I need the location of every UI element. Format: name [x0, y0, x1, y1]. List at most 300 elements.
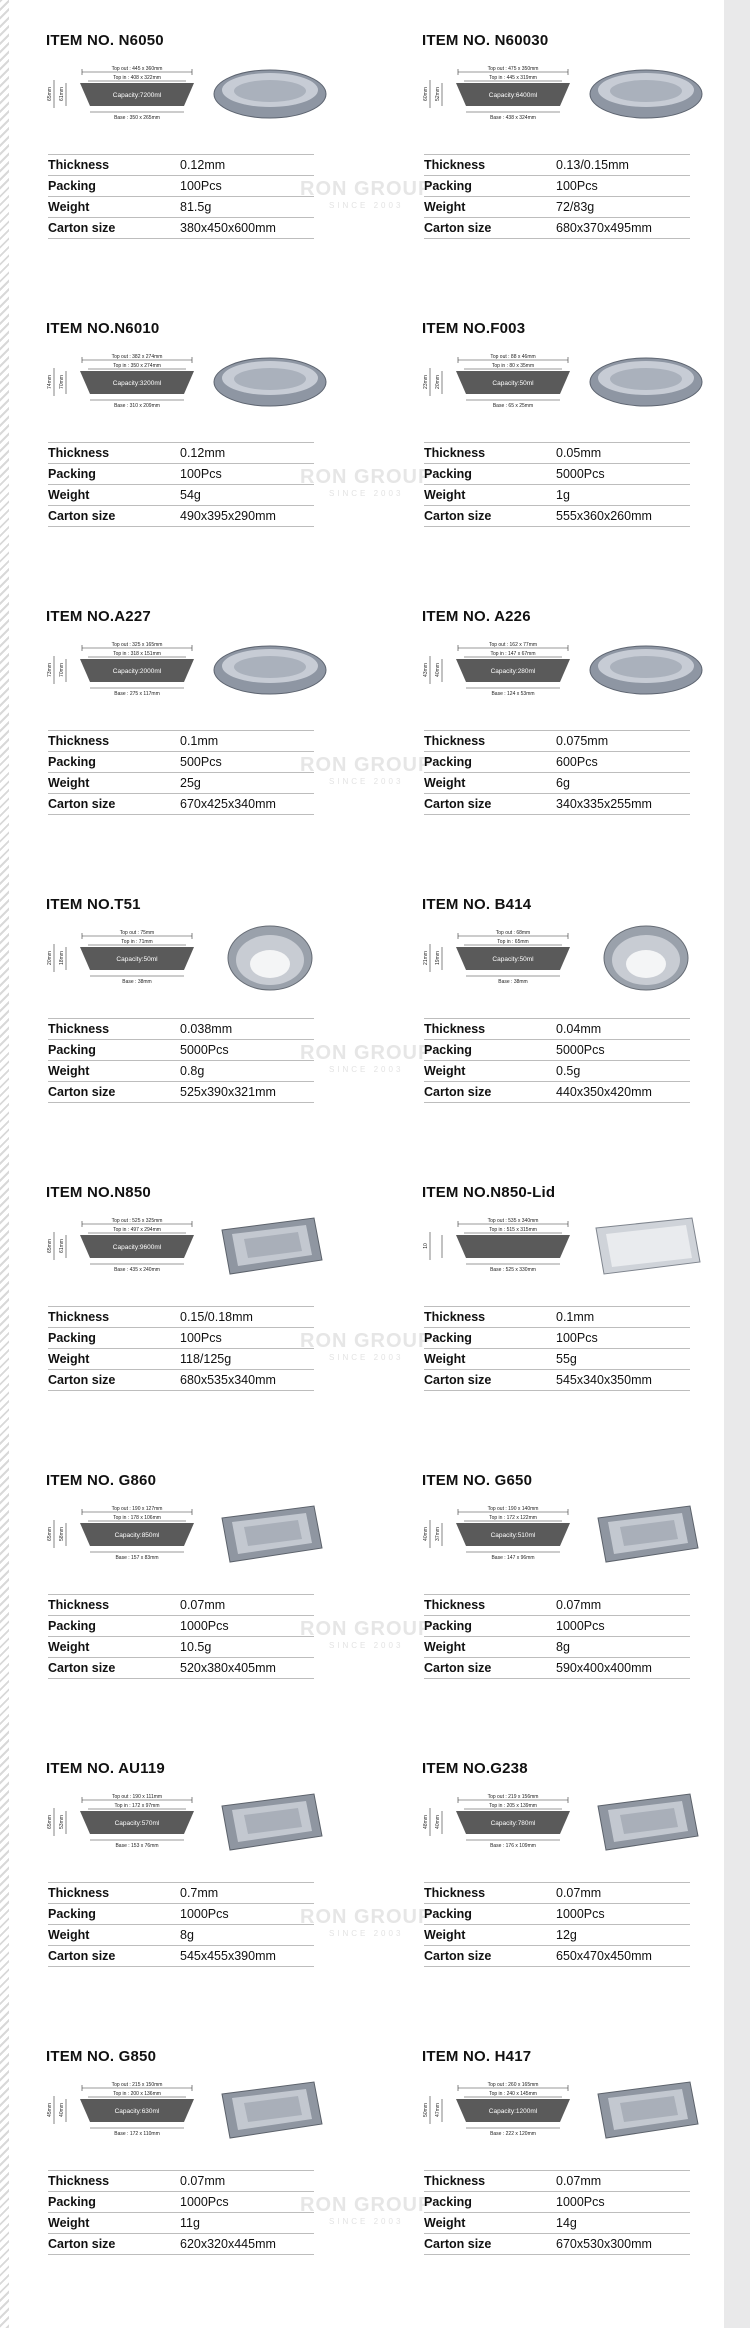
- spec-row-weight: [424, 773, 690, 794]
- spec-table: [424, 1018, 690, 1103]
- spec-value: 0.07mm: [180, 1598, 226, 1612]
- spec-row-packing: [48, 464, 314, 485]
- spec-label: Carton size: [424, 1949, 492, 1963]
- spec-label: Thickness: [48, 2174, 110, 2188]
- top-in-dimension: Top in : 147 x 67mm: [490, 651, 536, 657]
- spec-value: 0.5g: [556, 1064, 581, 1078]
- tray-illustration: [586, 2074, 706, 2144]
- spec-value: 1000Pcs: [180, 2195, 229, 2209]
- watermark-since: SINCE 2003: [328, 2217, 404, 2226]
- spec-label: Packing: [48, 1619, 96, 1633]
- spec-row-weight: [424, 485, 690, 506]
- spec-label: Carton size: [48, 221, 116, 235]
- dimension-diagram: [418, 642, 588, 708]
- spec-row-carton: [424, 1370, 690, 1391]
- spec-value: 490x395x290mm: [180, 509, 276, 523]
- spec-label: Thickness: [48, 1310, 110, 1324]
- height-outer: 65mm: [47, 87, 53, 101]
- spec-label: Packing: [424, 1043, 472, 1057]
- watermark-since: SINCE 2003: [328, 1353, 404, 1362]
- spec-table: [48, 730, 314, 815]
- spec-row-weight: [424, 1349, 690, 1370]
- product-catalog-grid: [38, 18, 718, 2322]
- spec-label: Thickness: [48, 734, 110, 748]
- watermark-since: SINCE 2003: [328, 1641, 404, 1650]
- base-dimension: Base : 157 x 83mm: [115, 1555, 159, 1561]
- top-out-dimension: Top out : 162 x 77mm: [488, 642, 538, 648]
- spec-value: 100Pcs: [180, 179, 222, 193]
- spec-label: Carton size: [48, 1085, 116, 1099]
- dimension-diagram: [418, 66, 588, 132]
- top-in-dimension: Top in : 318 x 151mm: [113, 651, 161, 657]
- watermark-since: SINCE 2003: [328, 489, 404, 498]
- spec-value: 0.038mm: [180, 1022, 233, 1036]
- spec-value: 340x335x255mm: [556, 797, 652, 811]
- tray-illustration: [210, 346, 330, 416]
- item-title: ITEM NO. N6050: [46, 32, 164, 49]
- spec-value: 25g: [180, 776, 201, 790]
- spec-row-carton: [48, 506, 314, 527]
- dimension-diagram: [42, 2082, 212, 2148]
- spec-row-packing: [48, 176, 314, 197]
- spec-label: Packing: [48, 179, 96, 193]
- height-inner: 61mm: [59, 1239, 65, 1253]
- height-outer: 60mm: [423, 87, 429, 101]
- spec-label: Carton size: [424, 1085, 492, 1099]
- product-card-7: [38, 882, 414, 1170]
- spec-value: 0.04mm: [556, 1022, 602, 1036]
- item-title: ITEM NO. G860: [46, 1472, 157, 1489]
- base-dimension: Base : 525 x 330mm: [490, 1267, 536, 1273]
- height-inner: 18mm: [59, 951, 65, 965]
- spec-label: Packing: [424, 179, 472, 193]
- spec-label: Thickness: [48, 1022, 110, 1036]
- tray-illustration: [210, 58, 330, 128]
- top-in-dimension: Top in : 200 x 136mm: [113, 2091, 161, 2097]
- spec-table: [48, 1018, 314, 1103]
- spec-table: [424, 442, 690, 527]
- right-margin-band: [724, 0, 750, 2328]
- spec-table: [424, 730, 690, 815]
- spec-row-weight: [48, 197, 314, 218]
- spec-row-packing: [48, 1904, 314, 1925]
- spec-value: 0.07mm: [556, 2174, 602, 2188]
- capacity-label: Capacity:50ml: [492, 956, 534, 963]
- spec-label: Weight: [424, 2216, 466, 2230]
- spec-row-packing: [424, 464, 690, 485]
- spec-label: Carton size: [424, 797, 492, 811]
- spec-row-packing: [424, 1904, 690, 1925]
- height-inner: 37mm: [435, 1527, 441, 1541]
- spec-row-packing: [424, 1328, 690, 1349]
- spec-label: Weight: [48, 1352, 90, 1366]
- height-inner: 40mm: [59, 2103, 65, 2117]
- top-out-dimension: Top out : 445 x 360mm: [111, 66, 163, 72]
- spec-value: 5000Pcs: [556, 467, 605, 481]
- tray-illustration: [586, 1498, 706, 1568]
- spec-label: Weight: [48, 200, 90, 214]
- spec-row-thickness: [48, 1595, 314, 1616]
- height-outer: 48mm: [423, 1815, 429, 1829]
- spec-row-packing: [424, 1040, 690, 1061]
- spec-label: Weight: [48, 1064, 90, 1078]
- spec-value: 650x470x450mm: [556, 1949, 652, 1963]
- spec-label: Weight: [48, 776, 90, 790]
- spec-label: Packing: [48, 755, 96, 769]
- spec-value: 100Pcs: [180, 1331, 222, 1345]
- item-title: ITEM NO.N850-Lid: [422, 1184, 556, 1201]
- spec-value: 72/83g: [556, 200, 595, 214]
- spec-row-carton: [48, 1082, 314, 1103]
- dimension-diagram: [42, 354, 212, 420]
- top-in-dimension: Top in : 172 x 97mm: [114, 1803, 160, 1809]
- height-inner: 70mm: [59, 375, 65, 389]
- watermark-brand: RON GROUP: [300, 178, 433, 200]
- spec-row-carton: [424, 1082, 690, 1103]
- height-inner: 58mm: [59, 1527, 65, 1541]
- spec-row-thickness: [48, 1019, 314, 1040]
- spec-label: Thickness: [424, 1022, 486, 1036]
- product-card-16: [414, 2034, 718, 2322]
- spec-value: 0.1mm: [556, 1310, 595, 1324]
- spec-label: Packing: [424, 1619, 472, 1633]
- spec-label: Weight: [424, 200, 466, 214]
- product-card-1: [38, 18, 414, 306]
- height-outer: 50mm: [423, 2103, 429, 2117]
- top-out-dimension: Top out : 535 x 340mm: [487, 1218, 539, 1224]
- spec-label: Thickness: [424, 158, 486, 172]
- spec-row-weight: [424, 2213, 690, 2234]
- capacity-label: Capacity:7200ml: [112, 92, 162, 99]
- tray-illustration: [210, 1498, 330, 1568]
- spec-row-weight: [48, 2213, 314, 2234]
- item-title: ITEM NO. N60030: [422, 32, 549, 49]
- dimension-diagram: [418, 1218, 588, 1284]
- top-out-dimension: Top out : 190 x 111mm: [111, 1794, 163, 1800]
- watermark-since: SINCE 2003: [328, 201, 404, 210]
- product-card-15: [38, 2034, 414, 2322]
- spec-value: 440x350x420mm: [556, 1085, 652, 1099]
- capacity-label: Capacity:2000ml: [112, 668, 162, 675]
- product-card-12: [414, 1458, 718, 1746]
- height-outer: 73mm: [47, 663, 53, 677]
- spec-label: Packing: [424, 755, 472, 769]
- item-title: ITEM NO. H417: [422, 2048, 532, 2065]
- spec-value: 0.12mm: [180, 446, 226, 460]
- spec-label: Packing: [424, 2195, 472, 2209]
- tray-illustration: [586, 1786, 706, 1856]
- spec-table: [48, 2170, 314, 2255]
- spec-value: 670x425x340mm: [180, 797, 276, 811]
- dimension-diagram: [42, 930, 212, 996]
- spec-value: 100Pcs: [180, 467, 222, 481]
- spec-label: Weight: [424, 1064, 466, 1078]
- spec-row-thickness: [48, 731, 314, 752]
- spec-label: Carton size: [48, 1373, 116, 1387]
- spec-value: 100Pcs: [556, 179, 598, 193]
- tray-illustration: [210, 634, 330, 704]
- product-card-4: [414, 306, 718, 594]
- watermark-brand: RON GROUP: [300, 466, 433, 488]
- top-out-dimension: Top out : 525 x 325mm: [111, 1218, 163, 1224]
- height-outer: 45mm: [47, 2103, 53, 2117]
- spec-row-thickness: [48, 443, 314, 464]
- spec-row-carton: [424, 1658, 690, 1679]
- base-dimension: Base : 350 x 265mm: [114, 115, 160, 121]
- dimension-diagram: [418, 1506, 588, 1572]
- spec-value: 600Pcs: [556, 755, 598, 769]
- spec-row-weight: [48, 485, 314, 506]
- spec-row-thickness: [424, 1019, 690, 1040]
- spec-label: Carton size: [424, 1661, 492, 1675]
- top-out-dimension: Top out : 190 x 127mm: [111, 1506, 163, 1512]
- item-title: ITEM NO.F003: [422, 320, 526, 337]
- spec-label: Carton size: [48, 2237, 116, 2251]
- spec-row-thickness: [48, 1883, 314, 1904]
- watermark-brand: RON GROUP: [300, 1042, 433, 1064]
- spec-label: Packing: [48, 1043, 96, 1057]
- tray-illustration: [586, 634, 706, 704]
- tray-illustration: [210, 922, 330, 992]
- spec-row-carton: [48, 1946, 314, 1967]
- base-dimension: Base : 275 x 117mm: [114, 691, 160, 697]
- spec-label: Carton size: [48, 509, 116, 523]
- watermark-brand: RON GROUP: [300, 1906, 433, 1928]
- spec-value: 1g: [556, 488, 570, 502]
- base-dimension: Base : 153 x 76mm: [115, 1843, 159, 1849]
- capacity-label: Capacity:570ml: [114, 1820, 160, 1827]
- spec-value: 0.07mm: [556, 1598, 602, 1612]
- height-inner: 40mm: [435, 663, 441, 677]
- dimension-diagram: [42, 1794, 212, 1860]
- top-out-dimension: Top out : 382 x 274mm: [111, 354, 163, 360]
- spec-value: 5000Pcs: [180, 1043, 229, 1057]
- spec-row-carton: [424, 1946, 690, 1967]
- item-title: ITEM NO. B414: [422, 896, 532, 913]
- spec-row-carton: [424, 2234, 690, 2255]
- top-out-dimension: Top out : 475 x 350mm: [487, 66, 539, 72]
- dimension-diagram: [418, 930, 588, 996]
- top-out-dimension: Top out : 325 x 165mm: [111, 642, 163, 648]
- base-dimension: Base : 124 x 53mm: [491, 691, 535, 697]
- spec-label: Packing: [424, 467, 472, 481]
- spec-value: 81.5g: [180, 200, 212, 214]
- spec-table: [424, 1594, 690, 1679]
- spec-label: Thickness: [48, 1598, 110, 1612]
- spec-row-thickness: [48, 155, 314, 176]
- item-title: ITEM NO.T51: [46, 896, 141, 913]
- spec-table: [48, 442, 314, 527]
- spec-label: Carton size: [48, 797, 116, 811]
- height-outer: 21mm: [423, 951, 429, 965]
- spec-row-packing: [424, 176, 690, 197]
- spec-label: Weight: [424, 1352, 466, 1366]
- spec-value: 500Pcs: [180, 755, 222, 769]
- spec-table: [424, 154, 690, 239]
- spec-label: Carton size: [48, 1661, 116, 1675]
- spec-label: Weight: [424, 776, 466, 790]
- watermark-since: SINCE 2003: [328, 777, 404, 786]
- tray-illustration: [210, 1786, 330, 1856]
- height-outer: 10: [423, 1243, 429, 1249]
- spec-value: 0.7mm: [180, 1886, 219, 1900]
- base-dimension: Base : 310 x 209mm: [114, 403, 160, 409]
- top-in-dimension: Top in : 240 x 145mm: [489, 2091, 537, 2097]
- capacity-label: Capacity:3200ml: [112, 380, 162, 387]
- spec-label: Weight: [424, 1640, 466, 1654]
- spec-label: Weight: [424, 488, 466, 502]
- top-in-dimension: Top in : 65mm: [497, 939, 529, 945]
- spec-label: Weight: [48, 1640, 90, 1654]
- spec-row-weight: [424, 1925, 690, 1946]
- spec-row-packing: [48, 1040, 314, 1061]
- spec-row-carton: [48, 794, 314, 815]
- spec-value: 0.07mm: [180, 2174, 226, 2188]
- height-inner: 61mm: [59, 87, 65, 101]
- top-in-dimension: Top in : 172 x 122mm: [489, 1515, 537, 1521]
- spec-value: 680x535x340mm: [180, 1373, 276, 1387]
- top-in-dimension: Top in : 515 x 315mm: [489, 1227, 537, 1233]
- tray-illustration: [210, 1210, 330, 1280]
- spec-table: [424, 2170, 690, 2255]
- spec-row-thickness: [48, 2171, 314, 2192]
- capacity-label: Capacity:780ml: [490, 1820, 536, 1827]
- spec-value: 0.13/0.15mm: [556, 158, 629, 172]
- product-card-11: [38, 1458, 414, 1746]
- top-out-dimension: Top out : 219 x 156mm: [487, 1794, 539, 1800]
- item-title: ITEM NO. AU119: [46, 1760, 165, 1777]
- capacity-label: Capacity:630ml: [114, 2108, 160, 2115]
- base-dimension: Base : 438 x 324mm: [490, 115, 536, 121]
- spec-value: 54g: [180, 488, 201, 502]
- spec-value: 620x320x445mm: [180, 2237, 276, 2251]
- spec-row-carton: [424, 794, 690, 815]
- height-outer: 40mm: [423, 1527, 429, 1541]
- capacity-label: Capacity:50ml: [492, 380, 534, 387]
- top-in-dimension: Top in : 350 x 274mm: [113, 363, 161, 369]
- spec-value: 0.05mm: [556, 446, 602, 460]
- item-title: ITEM NO. G850: [46, 2048, 157, 2065]
- spec-row-packing: [48, 1616, 314, 1637]
- spec-row-packing: [424, 752, 690, 773]
- top-in-dimension: Top in : 445 x 319mm: [489, 75, 537, 81]
- spec-value: 0.8g: [180, 1064, 205, 1078]
- base-dimension: Base : 222 x 120mm: [490, 2131, 536, 2137]
- spec-row-weight: [48, 1637, 314, 1658]
- height-outer: 23mm: [423, 375, 429, 389]
- spec-value: 670x530x300mm: [556, 2237, 652, 2251]
- top-in-dimension: Top in : 497 x 294mm: [113, 1227, 161, 1233]
- spec-table: [424, 1882, 690, 1967]
- top-in-dimension: Top in : 205 x 139mm: [489, 1803, 537, 1809]
- spec-value: 14g: [556, 2216, 577, 2230]
- spec-row-packing: [424, 1616, 690, 1637]
- spec-row-thickness: [424, 155, 690, 176]
- spec-label: Thickness: [424, 734, 486, 748]
- tray-illustration: [586, 922, 706, 992]
- spec-row-carton: [48, 1658, 314, 1679]
- spec-table: [48, 154, 314, 239]
- height-outer: 65mm: [47, 1527, 53, 1541]
- spec-row-thickness: [424, 1883, 690, 1904]
- spec-row-weight: [48, 1925, 314, 1946]
- base-dimension: Base : 172 x 110mm: [114, 2131, 160, 2137]
- spec-row-thickness: [424, 443, 690, 464]
- spec-value: 8g: [556, 1640, 570, 1654]
- tray-illustration: [586, 58, 706, 128]
- spec-label: Weight: [48, 488, 90, 502]
- spec-label: Carton size: [48, 1949, 116, 1963]
- spec-row-thickness: [48, 1307, 314, 1328]
- spec-value: 5000Pcs: [556, 1043, 605, 1057]
- spec-row-packing: [424, 2192, 690, 2213]
- capacity-label: Capacity:50ml: [116, 956, 158, 963]
- spec-label: Thickness: [424, 1310, 486, 1324]
- spec-value: 1000Pcs: [556, 1907, 605, 1921]
- spec-label: Carton size: [424, 509, 492, 523]
- tray-illustration: [586, 346, 706, 416]
- base-dimension: Base : 38mm: [498, 979, 528, 985]
- spec-label: Packing: [424, 1907, 472, 1921]
- spec-value: 680x370x495mm: [556, 221, 652, 235]
- watermark-brand: RON GROUP: [300, 1330, 433, 1352]
- spec-row-carton: [424, 218, 690, 239]
- spec-value: 55g: [556, 1352, 577, 1366]
- spec-label: Packing: [48, 1907, 96, 1921]
- spec-value: 380x450x600mm: [180, 221, 276, 235]
- base-dimension: Base : 38mm: [122, 979, 152, 985]
- capacity-label: Capacity:280ml: [490, 668, 536, 675]
- spec-value: 520x380x405mm: [180, 1661, 276, 1675]
- product-card-8: [414, 882, 718, 1170]
- spec-label: Thickness: [48, 158, 110, 172]
- spec-row-packing: [48, 2192, 314, 2213]
- height-outer: 65mm: [47, 1239, 53, 1253]
- watermark-since: SINCE 2003: [328, 1929, 404, 1938]
- top-out-dimension: Top out : 88 x 46mm: [490, 354, 536, 360]
- height-inner: 20mm: [435, 375, 441, 389]
- spec-value: 0.1mm: [180, 734, 219, 748]
- dimension-diagram: [42, 642, 212, 708]
- spec-value: 100Pcs: [556, 1331, 598, 1345]
- spec-label: Packing: [48, 1331, 96, 1345]
- base-dimension: Base : 176 x 109mm: [490, 1843, 536, 1849]
- spec-row-weight: [424, 1061, 690, 1082]
- spec-table: [48, 1882, 314, 1967]
- spec-value: 1000Pcs: [556, 2195, 605, 2209]
- spec-row-weight: [424, 1637, 690, 1658]
- spec-label: Packing: [48, 467, 96, 481]
- spec-label: Thickness: [424, 1886, 486, 1900]
- base-dimension: Base : 65 x 25mm: [492, 403, 534, 409]
- dimension-diagram: [42, 1506, 212, 1572]
- spec-value: 1000Pcs: [556, 1619, 605, 1633]
- dimension-diagram: [418, 1794, 588, 1860]
- product-card-3: [38, 306, 414, 594]
- spec-label: Thickness: [424, 1598, 486, 1612]
- height-outer: 43mm: [423, 663, 429, 677]
- tray-illustration: [210, 2074, 330, 2144]
- base-dimension: Base : 147 x 96mm: [491, 1555, 535, 1561]
- height-inner: 19mm: [435, 951, 441, 965]
- spec-row-thickness: [424, 2171, 690, 2192]
- height-inner: 52mm: [435, 87, 441, 101]
- spec-value: 525x390x321mm: [180, 1085, 276, 1099]
- spec-value: 0.15/0.18mm: [180, 1310, 253, 1324]
- spec-table: [424, 1306, 690, 1391]
- spec-label: Thickness: [424, 446, 486, 460]
- spec-label: Carton size: [424, 1373, 492, 1387]
